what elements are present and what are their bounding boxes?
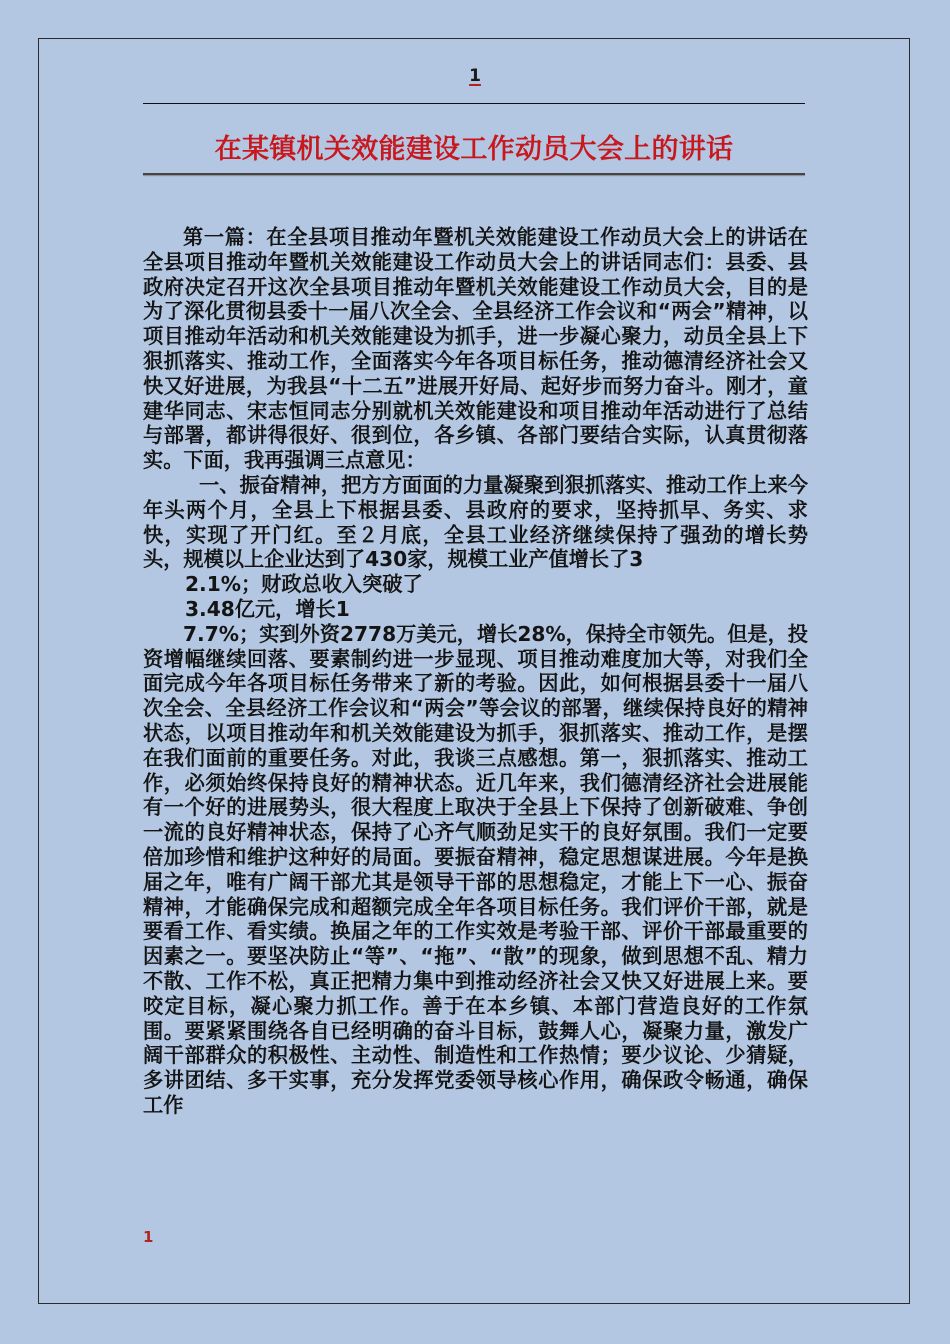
document-body (143, 225, 808, 1118)
title-divider (143, 173, 805, 175)
document-title: 在某镇机关效能建设工作动员大会上的讲话 (214, 134, 734, 165)
paragraph-line-revenue: 3.48亿元，增长1 (185, 596, 350, 621)
paragraph-intro: 第一篇：在全县项目推动年暨机关效能建设工作动员大会上的讲话在全县项目推动年暨机关效能建设工作动员大会上的讲话同志们：县委、县政府决定召开这次全县项目推动年暨机关效能建设工作动员大会，目的是为了深化贯彻县委十一届八次全会、全县经济工作会议和“两会”精神，以项目推动年活动和机关效能建设为抓手，进一步凝心聚力，动员全县上下狠抓落实、推动工作，全面落实今年各项目标任务，推动德清经济社会又快又好进展，为我县“十二五”进展开好局、起好步而努力奋斗。刚才，童建华同志、宋志恒同志分别就机关效能建设和项目推动年活动进行了总结与部署，都讲得很好、很到位，各乡镇、各部门要结合实际，认真贯彻落实。下面，我再强调三点意见： (143, 225, 808, 473)
header-divider (143, 103, 805, 104)
paragraph-section-one: 一、振奋精神，把方方面面的力量凝聚到狠抓落实、推动工作上来今年头两个月，全县上下根据县委、县政府的要求，坚持抓早、务实、求快，实现了开门红。至２月底，全县工业经济继续保持了强劲的增长势头，规模以上企业达到了430家，规模工业产值增长了3 (143, 472, 808, 572)
paragraph-main: 7.7%；实到外资2778万美元，增长28%，保持全市领先。但是，投资增幅继续回落、要素制约进一步显现、项目推动难度加大等，对我们全面完成今年各项目标任务带来了新的考验。因此，如何根据县委十一届八次全会、全县经济工作会议和“两会”等会议的部署，继续保持良好的精神状态，以项目推动年和机关效能建设为抓手，狠抓落实、推动工作，是摆在我们面前的重要任务。对此，我谈三点感想。第一，狠抓落实、推动工作，必须始终保持良好的精神状态。近几年来，我们德清经济社会进展能有一个好的进展势头，很大程度上取决于全县上下保持了创新破难、争创一流的良好精神状态，保持了心齐气顺劲足实干的良好氛围。我们一定要倍加珍惜和维护这种好的局面。要振奋精神，稳定思想谋进展。今年是换届之年，唯有广阔干部尤其是领导干部的思想稳定，才能上下一心、振奋精神，才能确保完成和超额完成全年各项目标任务。我们评价干部，就是要看工作、看实绩。换届之年的工作实效是考验干部、评价干部最重要的因素之一。要坚决防止“等”、“拖”、“散”的现象，做到思想不乱、精力不散、工作不松，真正把精力集中到推动经济社会又快又好进展上来。要咬定目标，凝心聚力抓工作。善于在本乡镇、本部门营造良好的工作氛围。要紧紧围绕各自已经明确的奋斗目标，鼓舞人心，凝聚力量，激发广阔干部群众的积极性、主动性、制造性和工作热情；要少议论、少猜疑，多讲团结、多干实事，充分发挥党委领导核心作用，确保政令畅通，确保工作 (143, 621, 808, 1117)
header-page-number: 1 (469, 66, 481, 86)
footer-page-number: 1 (143, 1228, 154, 1246)
paragraph-line-growth: 2.1%；财政总收入突破了 (185, 572, 423, 597)
